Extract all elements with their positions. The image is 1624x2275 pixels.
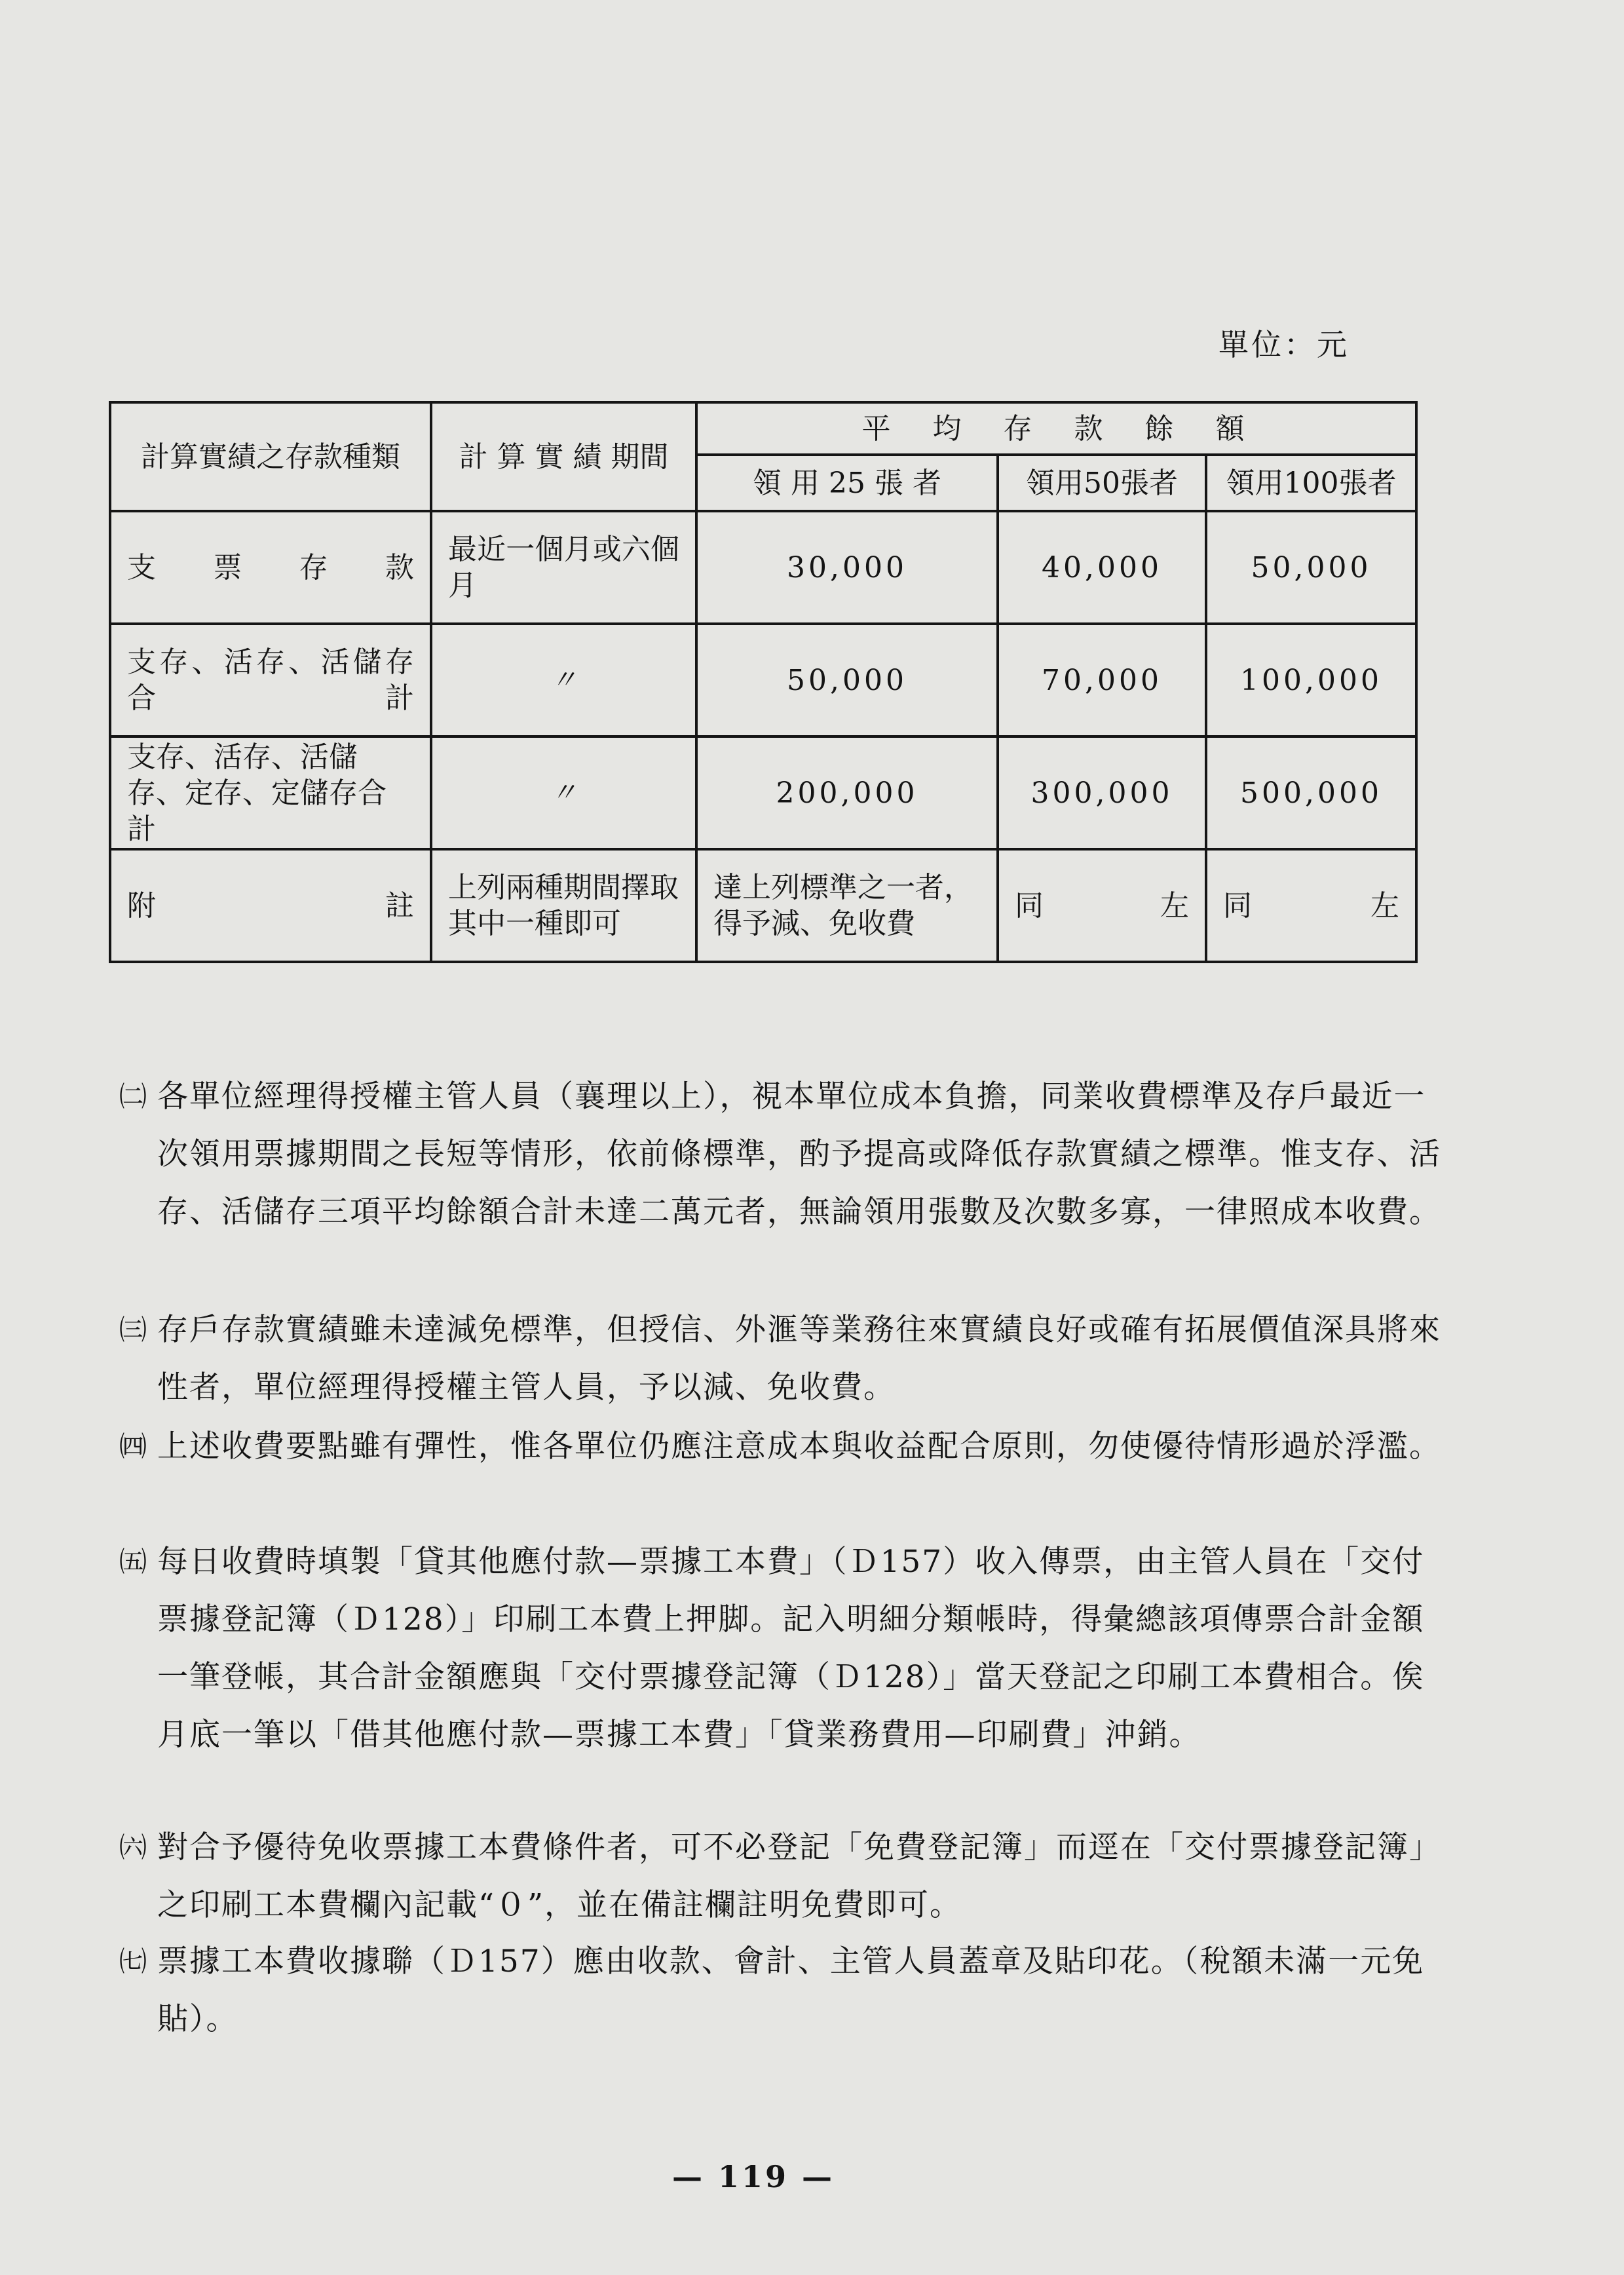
item-marker: ㈤ <box>119 1546 149 1578</box>
paragraph-text: 票據工本費收據聯（Ｄ157）應由收款、會計、主管人員蓋章及貼印花。（稅額未滿一元免貼）。 <box>157 1943 1425 2037</box>
value-25-cell: 30,000 <box>696 511 998 624</box>
value-100-cell: 100,000 <box>1206 624 1416 736</box>
paragraph-text: 每日收費時填製「貸其他應付款—票據工本費」（Ｄ157）收入傳票，由主管人員在「交付票據登記簿（Ｄ128）」印刷工本費上押脚。記入明細分類帳時，得彙總該項傳票合計金額一筆登帳，其合計金額應與「交付票據登記簿（Ｄ128）」當天登記之印刷工本費相合。俟月底一筆以「借其他應付款—票據工本費」「貸業務費用—印刷費」沖銷。 <box>157 1544 1425 1753</box>
item-marker: ㈡ <box>119 1080 149 1113</box>
value-25-cell: 200,000 <box>696 736 998 849</box>
deposit-type-cell: 支 票 存 款 <box>110 511 431 624</box>
header-deposit-type: 計算實績之存款種類 <box>110 402 431 511</box>
paragraph-text: 對合予優待免收票據工本費條件者，可不必登記「免費登記簿」而逕在「交付票據登記簿」之印刷工本費欄內記載“０”，並在備註欄註明免費即可。 <box>157 1829 1441 1923</box>
table-row <box>110 624 1416 736</box>
paragraph-5 <box>119 1533 1441 1764</box>
item-marker: ㈥ <box>119 1831 149 1864</box>
paragraph-3 <box>119 1301 1441 1417</box>
header-average-balance: 平 均 存 款 餘 額 <box>696 402 1416 455</box>
fee-standard-table <box>109 401 1415 963</box>
note-value-100-cell: 同 左 <box>1206 849 1416 962</box>
header-period: 計 算 實 績 期間 <box>431 402 696 511</box>
item-marker: ㈢ <box>119 1314 149 1346</box>
unit-label: 單位：元 <box>1218 327 1350 362</box>
paragraph-text: 上述收費要點雖有彈性，惟各單位仍應注意成本與收益配合原則，勿使優待情形過於浮濫。 <box>157 1428 1441 1464</box>
note-value-50-cell: 同 左 <box>998 849 1206 962</box>
value-100-cell: 500,000 <box>1206 736 1416 849</box>
page-number: — 119 — <box>671 2159 835 2194</box>
item-marker: ㈦ <box>119 1945 149 1978</box>
value-100-cell: 50,000 <box>1206 511 1416 624</box>
table-header-row <box>110 402 1416 455</box>
header-50-sheets: 領用50張者 <box>998 455 1206 511</box>
note-label-cell: 附 註 <box>110 849 431 962</box>
note-period-cell: 上列兩種期間擇取其中一種即可 <box>431 849 696 962</box>
table-row <box>110 736 1416 849</box>
value-50-cell: 70,000 <box>998 624 1206 736</box>
paragraph-text: 各單位經理得授權主管人員（襄理以上），視本單位成本負擔，同業收費標準及存戶最近一次領用票據期間之長短等情形，依前條標準，酌予提高或降低存款實績之標準。惟支存、活存、活儲存三項平均餘額合計未達二萬元者，無論領用張數及次數多寡，一律照成本收費。 <box>157 1079 1441 1230</box>
deposit-type-cell: 支存、活存、活儲存、定存、定儲存合計 <box>110 736 431 849</box>
deposit-type-cell: 支存、活存、活儲存合計 <box>110 624 431 736</box>
paragraph-4 <box>119 1418 1441 1476</box>
period-cell: 〃 <box>431 624 696 736</box>
header-100-sheets: 領用100張者 <box>1206 455 1416 511</box>
paragraph-7 <box>119 1933 1441 2048</box>
table-note-row <box>110 849 1416 962</box>
paragraph-2 <box>119 1068 1441 1241</box>
paragraph-text: 存戶存款實績雖未達減免標準，但授信、外滙等業務往來實績良好或確有拓展價值深具將來性者，單位經理得授權主管人員，予以減、免收費。 <box>157 1312 1441 1405</box>
value-50-cell: 40,000 <box>998 511 1206 624</box>
table-row <box>110 511 1416 624</box>
period-cell: 最近一個月或六個月 <box>431 511 696 624</box>
header-25-sheets: 領 用 25 張 者 <box>696 455 998 511</box>
value-50-cell: 300,000 <box>998 736 1206 849</box>
period-cell: 〃 <box>431 736 696 849</box>
item-marker: ㈣ <box>119 1430 149 1462</box>
note-value-25-cell: 達上列標準之一者，得予減、免收費 <box>696 849 998 962</box>
value-25-cell: 50,000 <box>696 624 998 736</box>
paragraph-6 <box>119 1819 1441 1934</box>
